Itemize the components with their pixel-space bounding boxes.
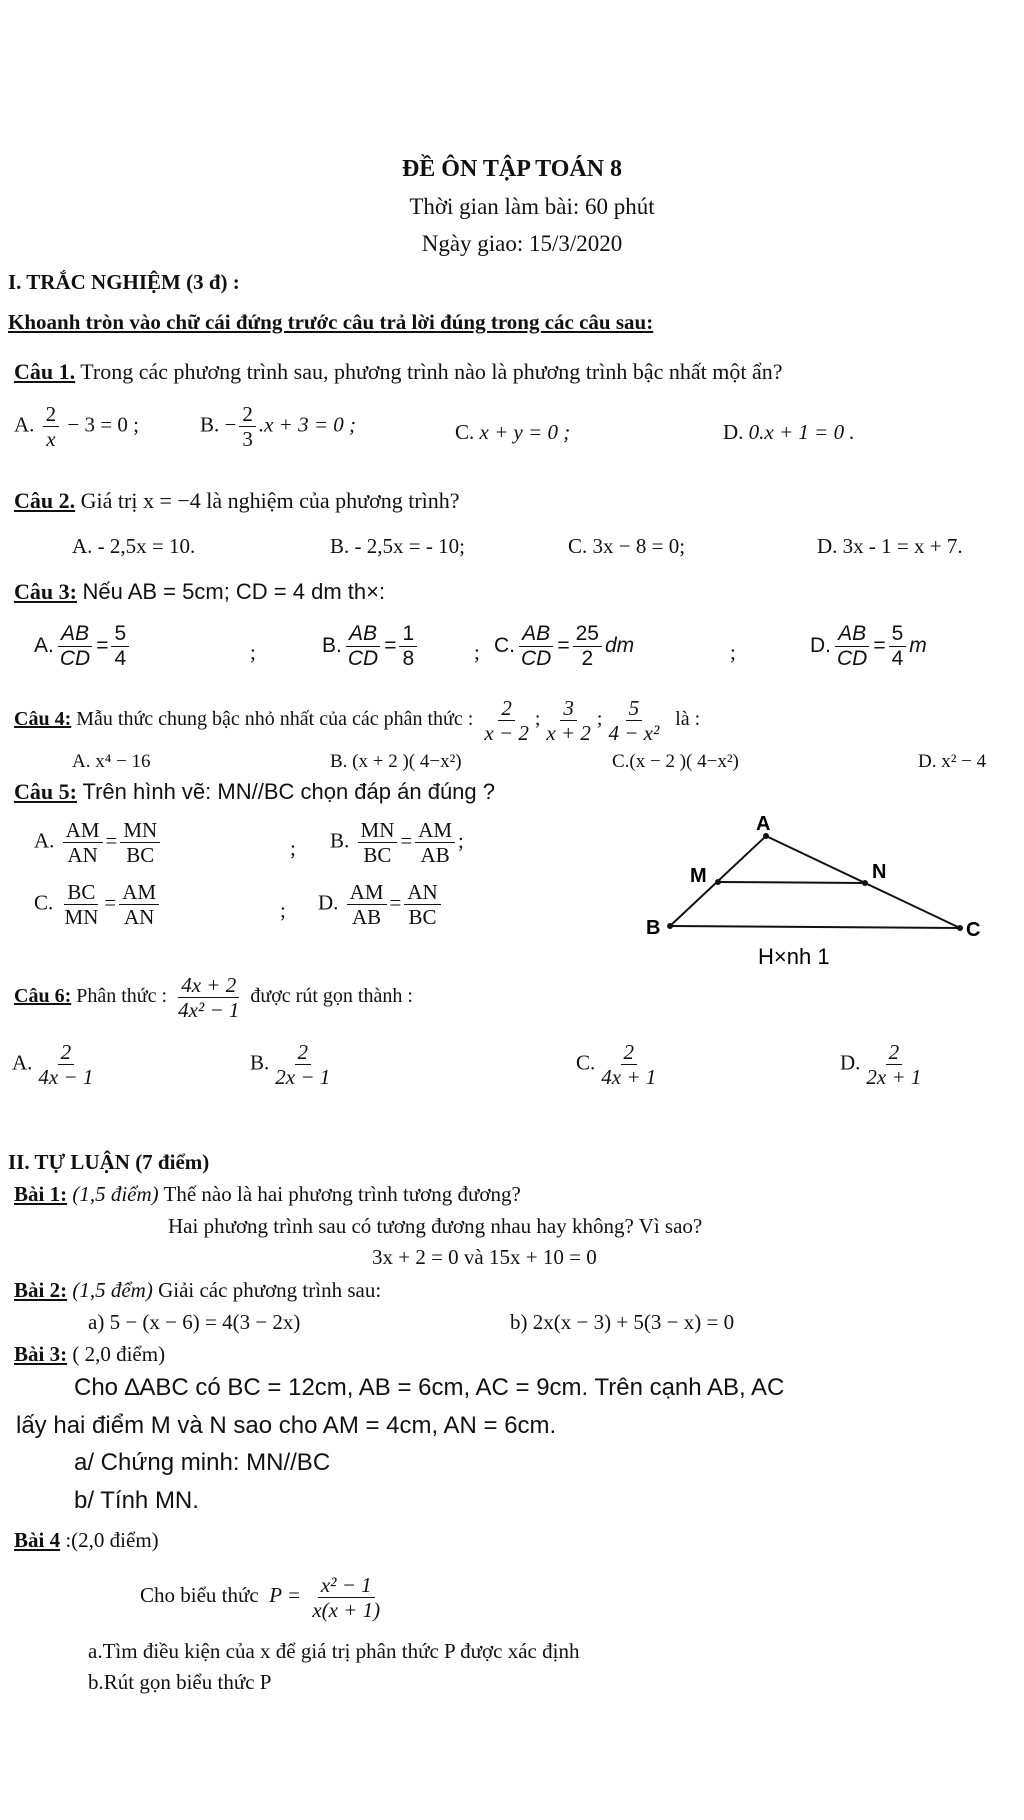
q3-label: Câu 3:: [14, 579, 77, 604]
q2-stem: [14, 487, 460, 515]
side-bc: [670, 926, 960, 928]
bai2-stem: Bài 2: (1,5 đểm) Giải các phương trình sau:: [14, 1278, 382, 1302]
q2-option-c: C. 3x − 8 = 0;: [568, 534, 686, 558]
q6-stem: Câu 6: Phân thức : $\frac{4x + 2}{\text{4x² − 1}}$ được rút gọn thành :: [14, 972, 413, 1022]
label-b: B: [646, 917, 661, 939]
q5-text: Trên hình vẽ: MN//BC chọn đáp án đúng ?: [82, 779, 495, 804]
q3-stem: [14, 578, 385, 606]
bai4-expression: Cho biểu thức P = $\frac{\text{x² − 1}}{x(x + 1)}$: [140, 1572, 381, 1622]
q1-option-c: C. x + y = 0 ;: [455, 420, 571, 444]
q3-option-b: B. $\frac{AB}{CD}$ = $\frac{1}{8}$: [322, 622, 420, 671]
q3-option-d: D. $\frac{AB}{CD}$ = $\frac{5}{4}$ m: [810, 622, 927, 670]
q4-option-c: C.(x − 2 )( 4−x²): [612, 751, 739, 772]
bai4-stem: Bài 4 :(2,0 điểm): [14, 1528, 159, 1552]
bai2-part-a: a) 5 − (x − 6) = 4(3 − 2x): [88, 1310, 301, 1334]
q5-option-a: A. $\frac{AM}{AN}$ = $\frac{MN}{BC}$: [34, 818, 163, 867]
bai3-part-a: a/ Chứng minh: MN//BC: [74, 1449, 331, 1476]
q6-option-b: B. $\frac{2}{2x - 1}$: [250, 1040, 331, 1089]
q3-sep-a: ;: [250, 640, 256, 664]
q2-option-a: A. - 2,5x = 10.: [72, 534, 196, 558]
bai3-line1: Cho ∆ABC có BC = 12cm, AB = 6cm, AC = 9cm. Trên cạnh AB, AC: [74, 1374, 785, 1401]
page-title: ĐỀ ÔN TẬP TOÁN 8: [401, 156, 623, 182]
issue-date: Ngày giao: 15/3/2020: [421, 231, 623, 256]
bai4-part-a: a.Tìm điều kiện của x để giá trị phân thức P được xác định: [88, 1639, 580, 1663]
q2-option-b: B. - 2,5x = - 10;: [330, 534, 465, 558]
q5-label: Câu 5:: [14, 779, 77, 804]
bai3-stem: Bài 3: ( 2,0 điểm): [14, 1342, 166, 1366]
q1-text: Trong các phương trình sau, phương trình nào là phương trình bậc nhất một ẩn?: [80, 359, 783, 384]
q2-label: Câu 2.: [14, 488, 76, 513]
part1-instruction: Khoanh tròn vào chữ cái đứng trước câu trả lời đúng trong các câu sau:: [8, 310, 654, 334]
bai1-equations: 3x + 2 = 0 và 15x + 10 = 0: [372, 1245, 597, 1269]
q6-option-d: D. $\frac{2}{2x + 1}$: [840, 1040, 922, 1089]
q1-label: Câu 1.: [14, 359, 76, 384]
q3-option-a: A. $\frac{AB}{CD}$ = $\frac{5}{4}$: [34, 622, 132, 671]
segment-mn: [718, 882, 865, 883]
q5-option-b: B. $\frac{MN}{BC}$ = $\frac{AM}{AB}$ ;: [330, 818, 464, 867]
figure-caption: H×nh 1: [758, 944, 830, 968]
bai1-stem: Bài 1: (1,5 điểm) Thế nào là hai phương trình tương đương?: [14, 1182, 521, 1206]
q2-option-d: D. 3x - 1 = x + 7.: [817, 534, 963, 558]
q4-option-d: D. x² − 4: [918, 751, 987, 772]
q1-option-d: D. 0.x + 1 = 0 .: [723, 420, 855, 444]
q1-option-a: A. $\frac{2}{x}$ − 3 = 0 ;: [14, 402, 139, 451]
time-limit: Thời gian làm bài: 60 phút: [409, 194, 655, 219]
point-b: [667, 923, 673, 929]
point-n: [862, 880, 868, 886]
q4-option-b: B. (x + 2 )( 4−x²): [330, 751, 462, 772]
bai4-part-b: b.Rút gọn biểu thức P: [88, 1670, 272, 1694]
q1-stem: [14, 358, 782, 386]
label-c: C: [966, 919, 981, 941]
point-m: [715, 879, 721, 885]
q4-stem: Câu 4: Mẫu thức chung bậc nhỏ nhất của các phân thức : $\frac{2}{x - 2}$ ; $\frac{3}{x + 2}$ ; $\frac{5}{\text{4 − x²}}$ là :: [14, 695, 701, 745]
q1-option-b: B. − $\frac{2}{3}$ .x + 3 = 0 ;: [200, 402, 357, 451]
triangle-figure: [640, 808, 990, 968]
bai3-part-b: b/ Tính MN.: [74, 1487, 199, 1514]
label-a: A: [756, 813, 771, 835]
q5-stem: [14, 778, 495, 806]
q3-sep-b: ;: [474, 640, 480, 664]
q6-option-a: A. $\frac{2}{4x - 1}$: [12, 1040, 94, 1089]
q3-option-c: C. $\frac{AB}{CD}$ = $\frac{25}{2}$ dm: [494, 622, 635, 670]
q4-option-a: A. x⁴ − 16: [72, 751, 151, 772]
bai2-part-b: b) 2x(x − 3) + 5(3 − x) = 0: [510, 1310, 735, 1334]
q2-text: Giá trị x = −4 là nghiệm của phương trình?: [80, 488, 460, 513]
bai3-line2: lấy hai điểm M và N sao cho AM = 4cm, AN = 6cm.: [16, 1412, 557, 1439]
q3-sep-c: ;: [730, 640, 736, 664]
q5-option-d: D. $\frac{AM}{AB}$ = $\frac{AN}{BC}$: [318, 880, 444, 929]
part1-heading: I. TRẮC NGHIỆM (3 đ) :: [8, 270, 240, 294]
q6-option-c: C. $\frac{2}{4x + 1}$: [576, 1040, 657, 1089]
point-c: [957, 925, 963, 931]
q5-option-c: C. $\frac{BC}{MN}$ = $\frac{AM}{AN}$: [34, 880, 162, 929]
part2-heading: II. TỰ LUẬN (7 điểm): [8, 1150, 210, 1174]
label-n: N: [872, 861, 887, 883]
q3-text: Nếu AB = 5cm; CD = 4 dm th×:: [82, 579, 386, 604]
label-m: M: [690, 865, 707, 887]
bai1-line2: Hai phương trình sau có tương đương nhau hay không? Vì sao?: [168, 1214, 703, 1238]
